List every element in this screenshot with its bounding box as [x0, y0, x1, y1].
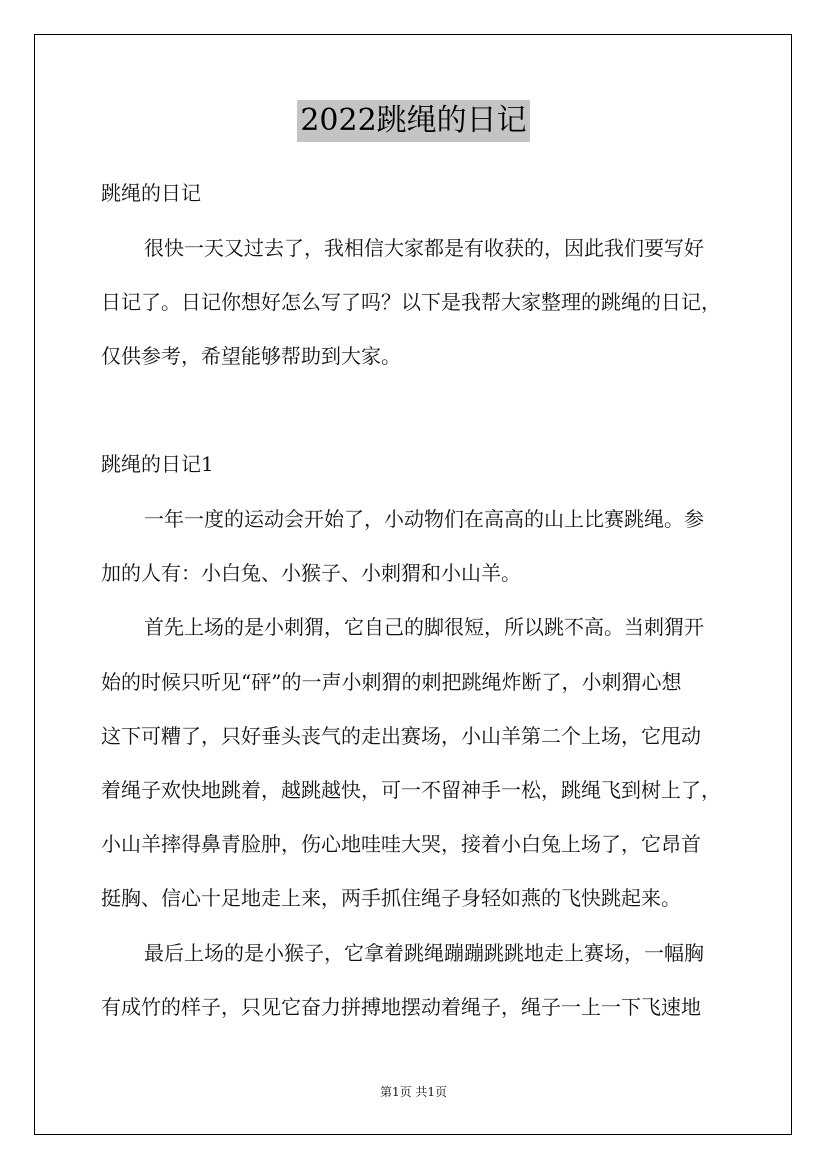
document-title-wrap — [0, 100, 827, 142]
paragraph-line: 最后上场的是小猴子，它拿着跳绳蹦蹦跳跳地走上赛场，一幅胸 — [144, 941, 704, 965]
intro-line: 很快一天又过去了，我相信大家都是有收获的，因此我们要写好 — [144, 236, 704, 260]
paragraph-line: 有成竹的样子，只见它奋力拼搏地摆动着绳子，绳子一上一下飞速地 — [101, 995, 701, 1019]
document-heading: 跳绳的日记 — [101, 181, 201, 205]
section-heading: 跳绳的日记1 — [101, 452, 214, 476]
intro-line: 仅供参考，希望能够帮助到大家。 — [101, 344, 401, 368]
document-title: 2022跳绳的日记 — [297, 100, 529, 142]
page-footer: 第1页 共1页 — [379, 1085, 448, 1099]
paragraph-line: 着绳子欢快地跳着，越跳越快，可一不留神手一松，跳绳飞到树上了， — [101, 778, 721, 802]
paragraph-line: 小山羊摔得鼻青脸肿，伤心地哇哇大哭，接着小白兔上场了，它昂首 — [101, 832, 701, 856]
paragraph-line: 这下可糟了，只好垂头丧气的走出赛场，小山羊第二个上场，它甩动 — [101, 724, 701, 748]
paragraph-line: 一年一度的运动会开始了，小动物们在高高的山上比赛跳绳。参 — [144, 507, 704, 531]
paragraph-line: 挺胸、信心十足地走上来，两手抓住绳子身轻如燕的飞快跳起来。 — [101, 886, 681, 910]
paragraph-line: 始的时候只听见“砰”的一声小刺猬的刺把跳绳炸断了，小刺猬心想 — [101, 670, 682, 694]
intro-line: 日记了。日记你想好怎么写了吗？以下是我帮大家整理的跳绳的日记， — [101, 290, 721, 314]
paragraph-line: 加的人有：小白兔、小猴子、小刺猬和小山羊。 — [101, 561, 521, 585]
paragraph-line: 首先上场的是小刺猬，它自己的脚很短，所以跳不高。当刺猬开 — [144, 615, 704, 639]
